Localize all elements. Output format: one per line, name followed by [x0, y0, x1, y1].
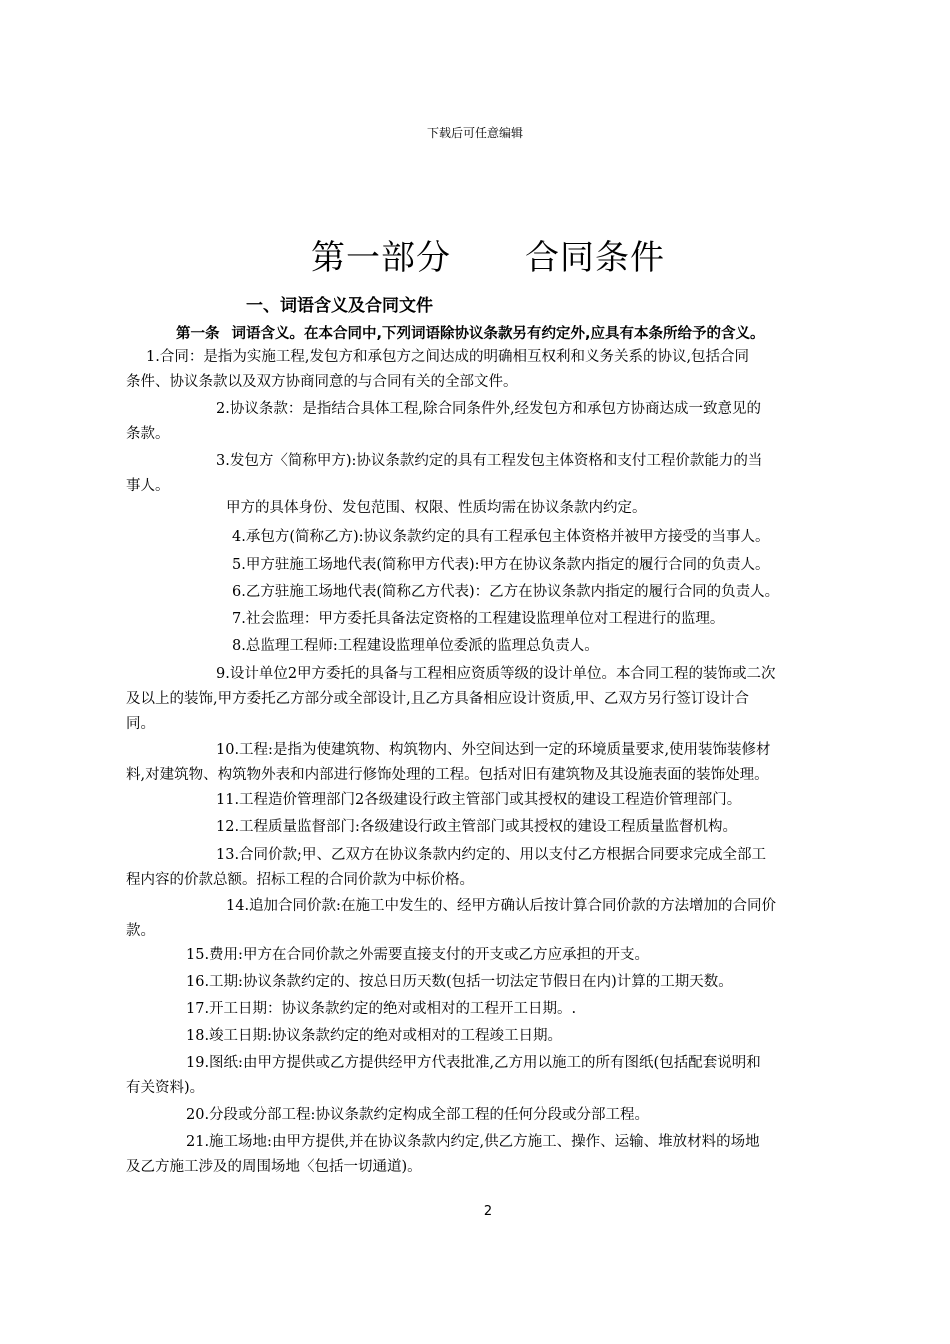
clause-line: 18.竣工日期:协议条款约定的绝对或相对的工程竣工日期。: [186, 1028, 562, 1044]
clause-14: [0, 894, 776, 944]
clause-8: [0, 634, 599, 659]
clause-line: 条件、协议条款以及双方协商同意的与合同有关的全部文件。: [126, 374, 518, 390]
clause-line: 9.设计单位2甲方委托的具备与工程相应资质等级的设计单位。本合同工程的装饰或二次: [216, 666, 776, 682]
clause-line: 12.工程质量监督部门:各级建设行政主管部门或其授权的建设工程质量监督机构。: [216, 819, 737, 835]
clause-line: 有关资料)。: [126, 1080, 205, 1096]
article-number: 第一条: [176, 326, 220, 342]
clause-2: [0, 397, 761, 447]
clause-line: 程内容的价款总额。招标工程的合同价款为中标价格。: [126, 872, 474, 888]
clause-line: 11.工程造价管理部门2各级建设行政主管部门或其授权的建设工程造价管理部门。: [216, 792, 742, 808]
clause-10: [0, 738, 771, 788]
clause-line: 8.总监理工程师:工程建设监理单位委派的监理总负责人。: [232, 638, 599, 654]
clause-line: 20.分段或分部工程:协议条款约定构成全部工程的任何分段或分部工程。: [186, 1107, 649, 1123]
clause-line: 及以上的装饰,甲方委托乙方部分或全部设计,且乙方具备相应设计资质,甲、乙双方另行签订设计合: [126, 691, 749, 707]
clause-line: 2.协议条款：是指结合具体工程,除合同条件外,经发包方和承包方协商达成一致意见的: [216, 401, 762, 417]
page-number: 2: [483, 1204, 493, 1219]
clause-6: [0, 580, 779, 605]
clause-17: [0, 997, 576, 1022]
clause-15: [0, 943, 649, 968]
clause-line: 甲方的具体身份、发包范围、权限、性质均需在协议条款内约定。: [226, 500, 647, 516]
clause-19: [0, 1051, 761, 1101]
clause-3: [0, 449, 762, 499]
article-text: 词语含义。在本合同中,下列词语除协议条款另有约定外,应具有本条所给予的含义。: [231, 326, 765, 342]
clause-line: 条款。: [126, 426, 170, 442]
clause-4: [0, 525, 770, 550]
clause-line: 4.承包方(简称乙方):协议条款约定的具有工程承包主体资格并被甲方接受的当事人。: [232, 529, 770, 545]
clause-line: 7.社会监理：甲方委托具备法定资格的工程建设监理单位对工程进行的监理。: [232, 611, 725, 627]
clause-16: [0, 970, 733, 995]
clause-3-note: [0, 496, 647, 521]
clause-1: [0, 345, 749, 395]
clause-line: 13.合同价款;甲、乙双方在协议条款内约定的、用以支付乙方根据合同要求完成全部工: [216, 847, 766, 863]
clause-line: 19.图纸:由甲方提供或乙方提供经甲方代表批准,乙方用以施工的所有图纸(包括配套说明和: [186, 1055, 761, 1071]
clause-line: 21.施工场地:由甲方提供,并在协议条款内约定,供乙方施工、操作、运输、堆放材料的场地: [186, 1134, 760, 1150]
clause-12: [0, 815, 737, 840]
header-note: 下载后可任意编辑: [426, 126, 523, 140]
part-title: [0, 230, 950, 279]
clause-line: 事人。: [126, 478, 170, 494]
clause-9: [0, 662, 776, 737]
clause-line: 及乙方施工涉及的周围场地〈包括一切通道)。: [126, 1159, 422, 1175]
clause-11: [0, 788, 741, 813]
clause-line: 5.甲方驻施工场地代表(简称甲方代表):甲方在协议条款内指定的履行合同的负责人。: [232, 557, 770, 573]
clause-line: 16.工期:协议条款约定的、按总日历天数(包括一切法定节假日在内)计算的工期天数。: [186, 974, 733, 990]
clause-5: [0, 553, 770, 578]
clause-line: 同。: [126, 716, 155, 732]
clause-line: 6.乙方驻施工场地代表(简称乙方代表)：乙方在协议条款内指定的履行合同的负责人。: [232, 584, 780, 600]
part-title-name: 合同条件: [525, 238, 665, 278]
clause-20: [0, 1103, 649, 1128]
clause-line: 1.合同：是指为实施工程,发包方和承包方之间达成的明确相互权利和义务关系的协议,包括合同: [146, 349, 750, 365]
clause-13: [0, 843, 766, 893]
section-heading: 一、词语含义及合同文件: [246, 296, 433, 316]
clause-line: 3.发包方〈简称甲方):协议条款约定的具有工程发包主体资格和支付工程价款能力的当: [216, 453, 763, 469]
clause-7: [0, 607, 724, 632]
part-title-part: 第一部分: [311, 238, 451, 278]
clause-line: 14.追加合同价款:在施工中发生的、经甲方确认后按计算合同价款的方法增加的合同价: [226, 898, 776, 914]
clause-line: 15.费用:甲方在合同价款之外需要直接支付的开支或乙方应承担的开支。: [186, 947, 649, 963]
clause-line: 10.工程:是指为使建筑物、构筑物内、外空间达到一定的环境质量要求,使用装饰装修材: [216, 742, 771, 758]
clause-line: 款。: [126, 923, 155, 939]
clause-21: [0, 1130, 760, 1180]
article-heading: [176, 322, 765, 343]
clause-line: 料,对建筑物、构筑物外表和内部进行修饰处理的工程。包括对旧有建筑物及其设施表面的装饰处理。: [126, 767, 769, 783]
clause-line: 17.开工日期：协议条款约定的绝对或相对的工程开工日期。.: [186, 1001, 577, 1017]
clause-18: [0, 1024, 562, 1049]
